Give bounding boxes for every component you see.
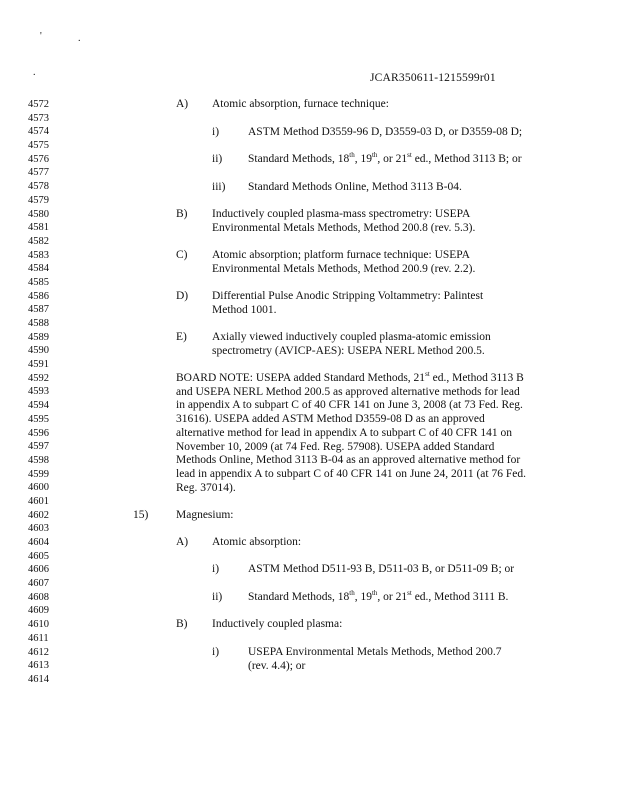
subitem-label: i) <box>212 646 220 658</box>
line-number: 4610 <box>28 619 49 631</box>
item-text-c-line2: Environmental Metals Methods, Method 200.9 (rev. 2.2). <box>212 263 476 275</box>
line-number: 4602 <box>28 509 49 521</box>
line-number: 4581 <box>28 222 49 234</box>
subitem-label: i) <box>212 563 220 575</box>
line-number: 4611 <box>28 632 49 644</box>
line-number: 4609 <box>28 605 49 617</box>
subitem-label: ii) <box>212 591 223 603</box>
stray-mark: . <box>78 33 81 44</box>
item-text-c-line1: Atomic absorption; platform furnace technique: USEPA <box>212 249 470 261</box>
stray-mark: ' <box>40 31 42 42</box>
line-number: 4578 <box>28 181 49 193</box>
subitem-label: ii) <box>212 153 223 165</box>
item-text-b-line1: Inductively coupled plasma-mass spectrometry: USEPA <box>212 208 471 220</box>
document-id: JCAR350611-1215599r01 <box>370 72 496 84</box>
board-note: BOARD NOTE: USEPA added Standard Methods, 21st ed., Method 3113 B and USEPA NERL Method 200.5 as approved alternative methods for lead in appendix A to subpart C of 40 CFR 141 on June 3, 2008 (at 73 Fed. Reg. 31616). USEPA added ASTM Method D3559-08 D as an approved alternative method for lead in appendix A to subpart C of 40 CFR 141 on November 10, 2009 (at 74 Fed. Reg. 57908). USEPA added Standard Methods Online, Method 3113 B-04 as an approved alternative method for lead in appendix A to subpart C of 40 CFR 141 on June 24, 2011 (at 76 Fed. Reg. 37014). <box>176 370 526 494</box>
line-number-column <box>28 98 58 687</box>
subitem-text: ASTM Method D3559-96 D, D3559-03 D, or D3559-08 D; <box>248 126 523 138</box>
line-number: 4612 <box>28 646 49 658</box>
line-number: 4593 <box>28 386 49 398</box>
subitem-label: iii) <box>212 181 226 193</box>
item-label-b: B) <box>176 618 188 630</box>
line-number: 4596 <box>28 427 49 439</box>
subitem-text-line2: (rev. 4.4); or <box>248 660 306 672</box>
section-title-magnesium: Magnesium: <box>176 509 234 521</box>
line-number: 4603 <box>28 523 49 535</box>
item-text-a: Atomic absorption, furnace technique: <box>212 98 389 110</box>
line-number: 4576 <box>28 153 49 165</box>
line-number: 4592 <box>28 372 49 384</box>
line-number: 4585 <box>28 276 49 288</box>
item-label-a: A) <box>176 98 189 110</box>
line-number: 4591 <box>28 359 49 371</box>
line-number: 4614 <box>28 673 49 685</box>
item-text-a: Atomic absorption: <box>212 536 302 548</box>
item-text-b-line2: Environmental Metals Methods, Method 200.8 (rev. 5.3). <box>212 222 476 234</box>
subitem-text: Standard Methods, 18th, 19th, or 21st ed., Method 3111 B. <box>248 589 509 603</box>
line-number: 4595 <box>28 413 49 425</box>
subitem-text: Standard Methods Online, Method 3113 B-04. <box>248 181 462 193</box>
subitem-label: i) <box>212 126 220 138</box>
item-label-d: D) <box>176 290 189 302</box>
line-number: 4597 <box>28 441 49 453</box>
line-number: 4607 <box>28 578 49 590</box>
line-number: 4613 <box>28 660 49 672</box>
line-number: 4606 <box>28 564 49 576</box>
line-number: 4594 <box>28 400 49 412</box>
line-number: 4590 <box>28 345 49 357</box>
line-number: 4573 <box>28 112 49 124</box>
line-number: 4587 <box>28 304 49 316</box>
subitem-text: Standard Methods, 18th, 19th, or 21st ed., Method 3113 B; or <box>248 151 522 165</box>
line-number: 4599 <box>28 468 49 480</box>
subitem-text-line1: USEPA Environmental Metals Methods, Method 200.7 <box>248 646 502 658</box>
line-number: 4605 <box>28 550 49 562</box>
item-label-e: E) <box>176 331 187 343</box>
line-number: 4583 <box>28 249 49 261</box>
line-number: 4584 <box>28 263 49 275</box>
line-number: 4598 <box>28 454 49 466</box>
line-number: 4600 <box>28 482 49 494</box>
stray-mark: . <box>33 67 36 78</box>
line-number: 4589 <box>28 331 49 343</box>
line-number: 4586 <box>28 290 49 302</box>
item-text-d-line2: Method 1001. <box>212 304 277 316</box>
section-number-15: 15) <box>133 509 149 521</box>
line-number: 4601 <box>28 495 49 507</box>
item-text-e-line1: Axially viewed inductively coupled plasma-atomic emission <box>212 331 491 343</box>
item-text-d-line1: Differential Pulse Anodic Stripping Voltammetry: Palintest <box>212 290 484 302</box>
item-text-b: Inductively coupled plasma: <box>212 618 343 630</box>
subitem-text: ASTM Method D511-93 B, D511-03 B, or D511-09 B; or <box>248 563 515 575</box>
item-label-c: C) <box>176 249 188 261</box>
item-text-e-line2: spectrometry (AVICP-AES): USEPA NERL Method 200.5. <box>212 345 485 357</box>
line-number: 4579 <box>28 194 49 206</box>
line-number: 4608 <box>28 591 49 603</box>
line-number: 4577 <box>28 167 49 179</box>
item-label-b: B) <box>176 208 188 220</box>
line-number: 4574 <box>28 126 49 138</box>
line-number: 4572 <box>28 99 49 110</box>
line-number: 4580 <box>28 208 49 220</box>
line-number: 4582 <box>28 235 49 247</box>
line-number: 4588 <box>28 318 49 329</box>
line-number: 4604 <box>28 537 49 548</box>
line-number: 4575 <box>28 140 49 152</box>
item-label-a: A) <box>176 536 189 548</box>
